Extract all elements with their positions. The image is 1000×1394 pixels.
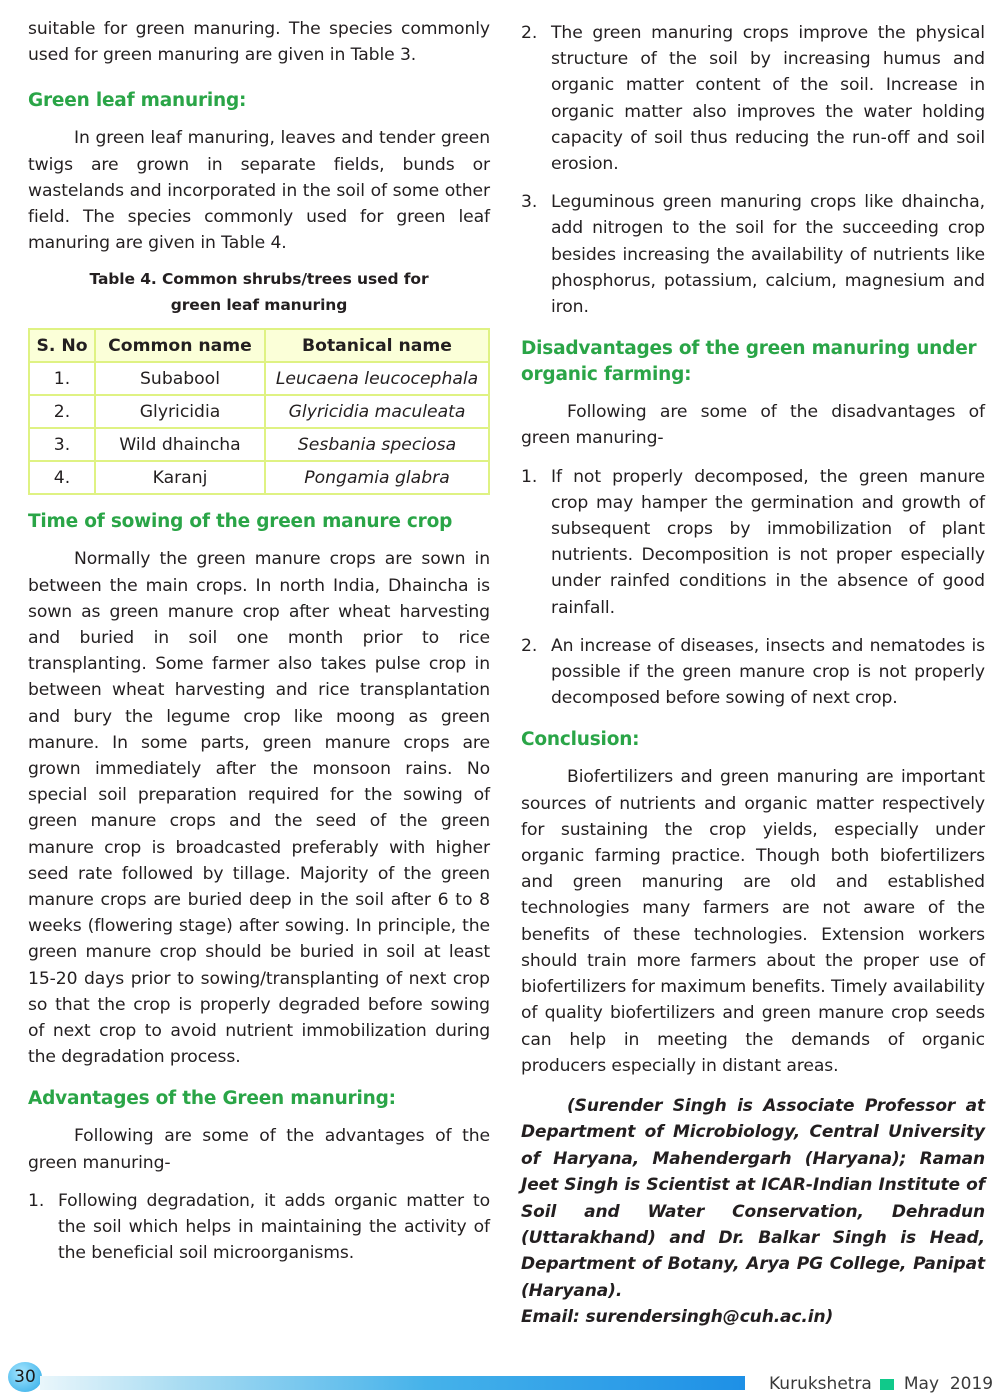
list-item — [28, 1188, 490, 1267]
disadvantages-intro: Following are some of the disadvantages of green manuring- — [521, 402, 985, 449]
section-heading-sowing: Time of sowing of the green manure crop — [28, 511, 453, 533]
section-heading-disadvantages: Disadvantages of the green manuring under organic farming: — [521, 338, 977, 386]
page-number-badge: 30 — [8, 1362, 42, 1392]
list-item — [521, 464, 985, 621]
section-heading-green-leaf: Green leaf manuring: — [28, 90, 247, 112]
advantages-intro: Following are some of the advantages of the green manuring- — [28, 1126, 490, 1173]
table-caption — [28, 266, 490, 318]
cell-botanical-name: Glyricidia maculeata — [265, 395, 489, 428]
list-item — [521, 633, 985, 712]
author-byline: (Surender Singh is Associate Professor at Department of Microbiology, Central University of Haryana, Mahendergarh (Haryana); Raman Jeet Singh is Scientist at ICAR-Indian Institute of Soil and Water Conservation, Dehradun (Uttarakhand) and Dr. Balkar Singh is Head, Department of Botany, Arya PG College, Panipat (Haryana). — [521, 1095, 985, 1301]
conclusion-paragraph: Biofertilizers and green manuring are important sources of nutrients and organic matter respectively for sustaining the crop yields, especially under organic farming practice. Though both biofertilizers and green manuring are old and established technologies many farmers are not aware of the benefits of these technologies. Extension workers should train more farmers about the proper use of biofertilizers for maximum benefits. Timely availability of quality biofertilizers and green manure crop seeds can help in meeting the demands of organic producers especially in distant areas. — [521, 767, 985, 1076]
cell-botanical-name: Leucaena leucocephala — [265, 362, 489, 395]
list-item — [521, 189, 985, 320]
green-leaf-paragraph: In green leaf manuring, leaves and tender green twigs are grown in separate fields, bunds or wastelands and incorporated in the soil of some other field. The species commonly used for green leaf manuring are given in Table 4. — [28, 128, 490, 254]
table-row — [29, 395, 489, 428]
list-item-text: The green manuring crops improve the physical structure of the soil by increasing humus and organic matter content of the soil. Increase in organic matter also improves the water holding capacity of soil thus reducing the run-off and soil erosion. — [551, 23, 985, 175]
issue-date: May 2019 — [903, 1374, 994, 1394]
table-row — [29, 428, 489, 461]
cell-botanical-name: Sesbania speciosa — [265, 428, 489, 461]
cell-sno: 1. — [29, 362, 95, 395]
cell-botanical-name: Pongamia glabra — [265, 461, 489, 494]
intro-paragraph: suitable for green manuring. The species commonly used for green manuring are given in Table 3. — [28, 19, 490, 66]
footer-gradient-bar — [40, 1376, 745, 1390]
footer-publication — [769, 1374, 993, 1394]
sowing-paragraph: Normally the green manure crops are sown in between the main crops. In north India, Dhaincha is sown as green manure crop after wheat harvesting and buried in soil one month prior to rice transplanting. Some farmer also takes pulse crop in between wheat harvesting and rice transplantation and bury the legume crop like moong as green manure. In some parts, green manure crops are grown immediately after the monsoon rains. No special soil preparation required for the sowing of green manure crops and the seed of the green manure crop is broadcasted preferably with higher seed rate followed by tillage. Majority of the green manure crops are buried deep in the soil after 6 to 8 weeks (flowering stage) after sowing. In principle, the green manure crop should be buried in soil at least 15-20 days prior to sowing/transplanting of next crop so that the crop is properly degraded before sowing of next crop to avoid nutrient immobilization during the degradation process. — [28, 549, 490, 1068]
left-column — [28, 0, 490, 1267]
separator-square-icon — [880, 1379, 894, 1390]
cell-common-name: Glyricidia — [95, 395, 265, 428]
list-item-number: 3. — [521, 192, 538, 213]
section-heading-advantages: Advantages of the Green manuring: — [28, 1088, 396, 1110]
list-item — [521, 20, 985, 177]
table-header-row — [29, 329, 489, 362]
table-row — [29, 362, 489, 395]
list-item-text: Following degradation, it adds organic matter to the soil which helps in maintaining the activity of the beneficial soil microorganisms. — [58, 1190, 490, 1264]
header-common-name: Common name — [95, 329, 265, 362]
table-caption-line1: Table 4. Common shrubs/trees used for — [89, 270, 429, 289]
disadvantages-list — [521, 464, 985, 712]
cell-common-name: Karanj — [95, 461, 265, 494]
list-item-text: Leguminous green manuring crops like dhaincha, add nitrogen to the soil for the succeeding crop besides increasing the availability of nutrients like phosphorus, potassium, calcium, magnesium and iron. — [551, 192, 985, 318]
list-item-text: If not properly decomposed, the green manure crop may hamper the germination and growth of subsequent crops by immobilization of plant nutrients. Decomposition is not proper especially under rainfed conditions in the absence of good rainfall. — [551, 466, 985, 618]
table-row — [29, 461, 489, 494]
table-caption-line2: green leaf manuring — [170, 296, 348, 315]
cell-sno: 4. — [29, 461, 95, 494]
section-heading-conclusion: Conclusion: — [521, 729, 640, 751]
author-email[interactable]: Email: surendersingh@cuh.ac.in) — [521, 1307, 834, 1328]
advantages-list-continued — [521, 20, 985, 320]
list-item-number: 2. — [521, 635, 538, 656]
list-item-number: 2. — [521, 23, 538, 43]
cell-sno: 2. — [29, 395, 95, 428]
cell-common-name: Wild dhaincha — [95, 428, 265, 461]
header-sno: S. No — [29, 329, 95, 362]
cell-sno: 3. — [29, 428, 95, 461]
species-table — [28, 328, 490, 495]
advantages-list — [28, 1188, 490, 1267]
right-column — [521, 0, 985, 1331]
cell-common-name: Subabool — [95, 362, 265, 395]
list-item-number: 1. — [28, 1190, 45, 1211]
list-item-number: 1. — [521, 466, 538, 487]
list-item-text: An increase of diseases, insects and nematodes is possible if the green manure crop is not properly decomposed before sowing of next crop. — [551, 635, 985, 709]
magazine-name: Kurukshetra — [769, 1374, 872, 1394]
header-botanical-name: Botanical name — [265, 329, 489, 362]
